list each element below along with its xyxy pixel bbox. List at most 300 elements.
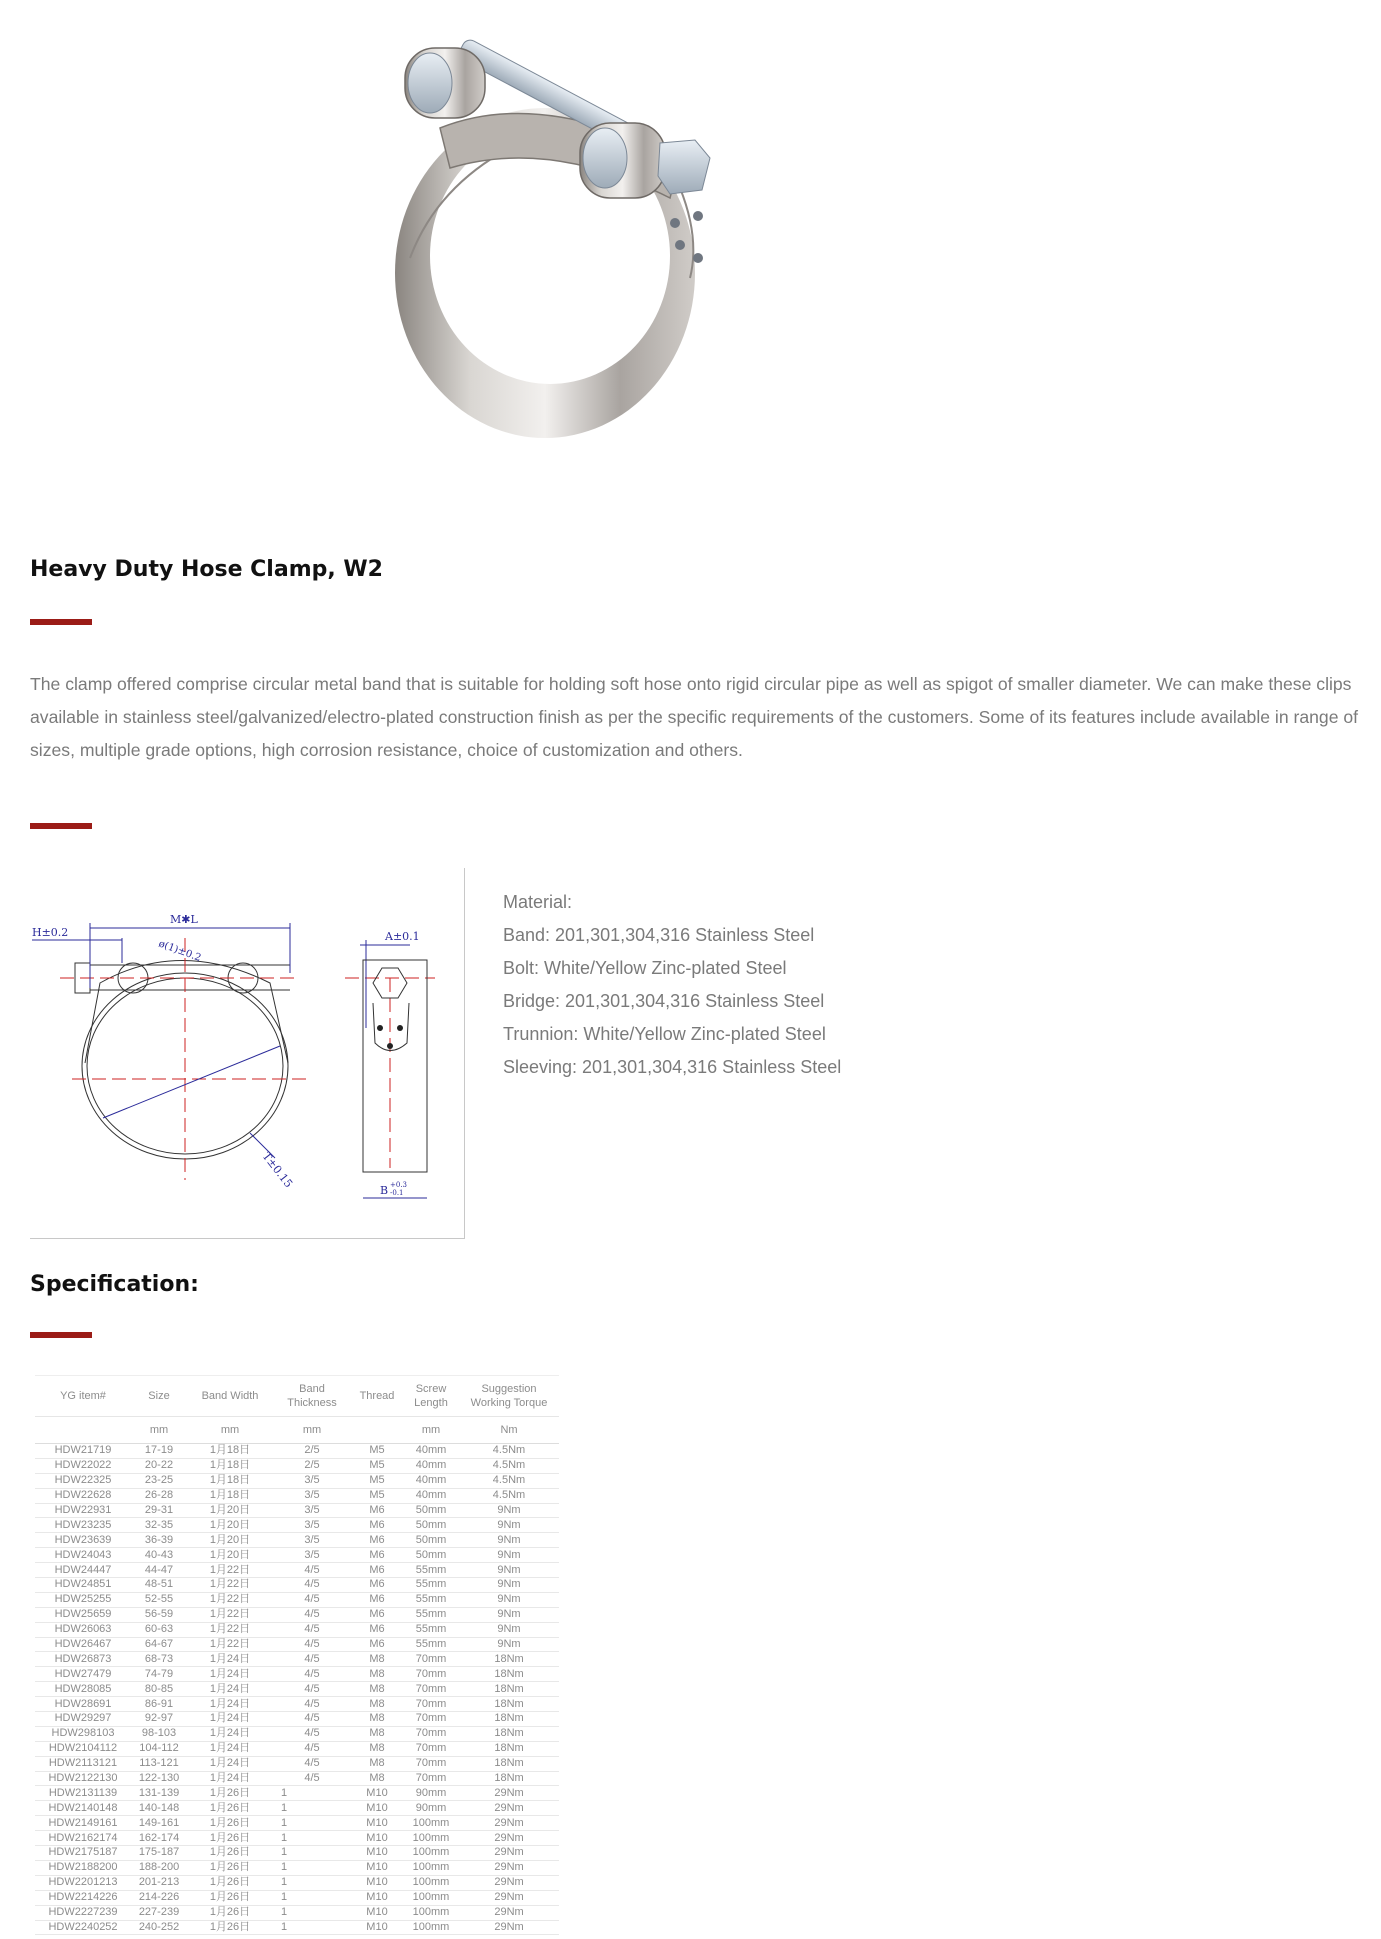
cell-band-thickness: 3/5 [273,1473,351,1488]
cell-size: 23-25 [131,1473,187,1488]
cell-screw-length: 70mm [403,1667,459,1682]
cell-item: HDW298103 [35,1726,131,1741]
cell-band-thickness: 2/5 [273,1444,351,1459]
cell-band-width: 1月26日 [187,1875,273,1890]
cell-torque: 9Nm [459,1518,559,1533]
cell-thread: M6 [351,1563,403,1578]
column-header-line: YG item# [60,1390,106,1402]
cell-item: HDW22931 [35,1503,131,1518]
cell-screw-length: 55mm [403,1607,459,1622]
dim-label-ml: M✱L [170,913,198,926]
cell-band-width: 1月22日 [187,1607,273,1622]
cell-band-thickness: 4/5 [273,1622,351,1637]
cell-screw-length: 55mm [403,1563,459,1578]
cell-band-width: 1月20日 [187,1548,273,1563]
table-row [35,1712,559,1727]
material-item-sleeving: Sleeving: 201,301,304,316 Stainless Steel [503,1057,842,1077]
cell-screw-length: 55mm [403,1637,459,1652]
dim-label-b-minus: -0.1 [390,1189,404,1197]
column-header-band-thickness [273,1376,351,1417]
cell-band-thickness: 3/5 [273,1548,351,1563]
cell-band-thickness: 1 [273,1875,351,1890]
cell-torque: 29Nm [459,1890,559,1905]
cell-item: HDW26467 [35,1637,131,1652]
cell-band-width: 1月22日 [187,1622,273,1637]
cell-screw-length: 90mm [403,1786,459,1801]
cell-band-width: 1月18日 [187,1444,273,1459]
cell-thread: M6 [351,1503,403,1518]
cell-torque: 9Nm [459,1592,559,1607]
column-header-band-width [187,1376,273,1417]
cell-band-width: 1月24日 [187,1697,273,1712]
dim-label-b: B [380,1184,389,1197]
cell-torque: 29Nm [459,1920,559,1935]
table-row [35,1875,559,1890]
cell-screw-length: 50mm [403,1503,459,1518]
cell-size: 92-97 [131,1712,187,1727]
cell-screw-length: 70mm [403,1726,459,1741]
cell-band-thickness: 1 [273,1920,351,1935]
cell-screw-length: 70mm [403,1652,459,1667]
cell-thread: M6 [351,1592,403,1607]
cell-band-width: 1月26日 [187,1801,273,1816]
unit-cell: mm [403,1417,459,1444]
column-header-line: Length [414,1397,448,1409]
cell-screw-length: 100mm [403,1875,459,1890]
cell-screw-length: 70mm [403,1756,459,1771]
cell-size: 40-43 [131,1548,187,1563]
cell-band-width: 1月26日 [187,1816,273,1831]
cell-torque: 29Nm [459,1860,559,1875]
cell-size: 26-28 [131,1488,187,1503]
cell-size: 214-226 [131,1890,187,1905]
unit-cell: mm [131,1417,187,1444]
section-accent-divider [30,823,92,829]
cell-torque: 9Nm [459,1563,559,1578]
column-header-torque [459,1376,559,1417]
cell-torque: 9Nm [459,1578,559,1593]
cell-item: HDW29297 [35,1712,131,1727]
cell-size: 175-187 [131,1846,187,1861]
product-photo [380,8,740,438]
cell-thread: M5 [351,1488,403,1503]
cell-item: HDW24043 [35,1548,131,1563]
cell-band-thickness: 2/5 [273,1458,351,1473]
cell-band-width: 1月24日 [187,1726,273,1741]
table-row [35,1503,559,1518]
cell-item: HDW24851 [35,1578,131,1593]
cell-item: HDW22022 [35,1458,131,1473]
cell-size: 86-91 [131,1697,187,1712]
cell-band-width: 1月26日 [187,1831,273,1846]
cell-thread: M8 [351,1756,403,1771]
cell-screw-length: 100mm [403,1816,459,1831]
unit-cell [351,1417,403,1444]
table-body [35,1417,559,1935]
cell-thread: M5 [351,1444,403,1459]
cell-item: HDW21719 [35,1444,131,1459]
cell-screw-length: 55mm [403,1592,459,1607]
cell-band-thickness: 1 [273,1816,351,1831]
cell-band-thickness: 4/5 [273,1682,351,1697]
material-item-bridge: Bridge: 201,301,304,316 Stainless Steel [503,991,825,1011]
cell-band-thickness: 4/5 [273,1637,351,1652]
cell-thread: M10 [351,1860,403,1875]
unit-cell [35,1417,131,1444]
table-row [35,1458,559,1473]
table-row [35,1786,559,1801]
column-header-line: Screw [415,1383,447,1395]
cell-torque: 4.5Nm [459,1488,559,1503]
cell-torque: 29Nm [459,1846,559,1861]
cell-thread: M5 [351,1473,403,1488]
product-title: Heavy Duty Hose Clamp, W2 [30,557,383,582]
cell-band-thickness: 4/5 [273,1563,351,1578]
dim-label-b-plus: +0.3 [390,1181,407,1189]
cell-band-thickness: 1 [273,1860,351,1875]
cell-band-thickness: 3/5 [273,1518,351,1533]
cell-band-width: 1月18日 [187,1488,273,1503]
table-row [35,1667,559,1682]
cell-size: 201-213 [131,1875,187,1890]
cell-screw-length: 55mm [403,1622,459,1637]
cell-item: HDW2113121 [35,1756,131,1771]
cell-screw-length: 70mm [403,1712,459,1727]
cell-size: 113-121 [131,1756,187,1771]
cell-screw-length: 50mm [403,1533,459,1548]
cell-band-thickness: 4/5 [273,1712,351,1727]
cell-size: 162-174 [131,1831,187,1846]
cell-band-thickness: 3/5 [273,1533,351,1548]
cell-size: 104-112 [131,1741,187,1756]
cell-item: HDW2104112 [35,1741,131,1756]
cell-item: HDW2149161 [35,1816,131,1831]
cell-band-thickness: 1 [273,1890,351,1905]
cell-torque: 18Nm [459,1652,559,1667]
cell-band-width: 1月22日 [187,1592,273,1607]
clamp-dimension-drawing [30,868,464,1238]
cell-item: HDW2140148 [35,1801,131,1816]
cell-torque: 9Nm [459,1548,559,1563]
cell-item: HDW25659 [35,1607,131,1622]
table-row [35,1444,559,1459]
column-header-line: Thickness [287,1397,337,1409]
cell-band-width: 1月18日 [187,1473,273,1488]
cell-band-width: 1月20日 [187,1518,273,1533]
cell-band-width: 1月24日 [187,1667,273,1682]
cell-torque: 18Nm [459,1771,559,1786]
cell-screw-length: 100mm [403,1905,459,1920]
cell-band-thickness: 4/5 [273,1771,351,1786]
table-row [35,1741,559,1756]
cell-thread: M10 [351,1786,403,1801]
cell-item: HDW2131139 [35,1786,131,1801]
cell-thread: M10 [351,1816,403,1831]
cell-torque: 4.5Nm [459,1444,559,1459]
cell-size: 68-73 [131,1652,187,1667]
cell-size: 149-161 [131,1816,187,1831]
cell-band-thickness: 1 [273,1831,351,1846]
column-header-item [35,1376,131,1417]
cell-screw-length: 50mm [403,1548,459,1563]
cell-thread: M8 [351,1726,403,1741]
dim-label-a: A±0.1 [385,930,420,943]
cell-thread: M8 [351,1652,403,1667]
cell-thread: M8 [351,1697,403,1712]
column-header-screw-length [403,1376,459,1417]
cell-screw-length: 50mm [403,1518,459,1533]
table-row [35,1637,559,1652]
cell-torque: 18Nm [459,1756,559,1771]
cell-torque: 29Nm [459,1875,559,1890]
column-header-size [131,1376,187,1417]
cell-thread: M6 [351,1607,403,1622]
table-row [35,1756,559,1771]
table-row [35,1488,559,1503]
cell-torque: 4.5Nm [459,1458,559,1473]
cell-band-width: 1月20日 [187,1503,273,1518]
cell-torque: 18Nm [459,1741,559,1756]
cell-screw-length: 40mm [403,1488,459,1503]
cell-band-thickness: 4/5 [273,1741,351,1756]
table-row [35,1563,559,1578]
cell-screw-length: 70mm [403,1771,459,1786]
table-row [35,1548,559,1563]
cell-item: HDW2175187 [35,1846,131,1861]
cell-band-width: 1月26日 [187,1905,273,1920]
cell-band-thickness: 4/5 [273,1607,351,1622]
table-row [35,1860,559,1875]
cell-band-width: 1月24日 [187,1652,273,1667]
cell-size: 80-85 [131,1682,187,1697]
specification-accent-divider [30,1332,92,1338]
cell-band-thickness: 4/5 [273,1578,351,1593]
cell-torque: 9Nm [459,1503,559,1518]
table-row [35,1533,559,1548]
cell-item: HDW2214226 [35,1890,131,1905]
cell-band-thickness: 1 [273,1801,351,1816]
dim-label-diameter: ø(1)±0.2 [156,938,203,965]
table-row [35,1771,559,1786]
cell-thread: M8 [351,1741,403,1756]
cell-item: HDW2240252 [35,1920,131,1935]
cell-band-width: 1月22日 [187,1578,273,1593]
cell-thread: M8 [351,1771,403,1786]
table-header-row [35,1376,559,1417]
unit-cell: mm [187,1417,273,1444]
column-header-line: Band Width [201,1390,259,1402]
cell-screw-length: 100mm [403,1831,459,1846]
cell-band-width: 1月20日 [187,1533,273,1548]
table-row [35,1622,559,1637]
cell-band-thickness: 3/5 [273,1503,351,1518]
column-header-line: Suggestion [481,1383,537,1395]
cell-torque: 29Nm [459,1816,559,1831]
cell-item: HDW2162174 [35,1831,131,1846]
table-row [35,1801,559,1816]
cell-torque: 9Nm [459,1622,559,1637]
cell-torque: 29Nm [459,1831,559,1846]
cell-item: HDW26873 [35,1652,131,1667]
unit-cell: Nm [459,1417,559,1444]
cell-size: 36-39 [131,1533,187,1548]
cell-torque: 9Nm [459,1637,559,1652]
cell-torque: 18Nm [459,1726,559,1741]
table-row [35,1816,559,1831]
cell-thread: M10 [351,1846,403,1861]
product-description: The clamp offered comprise circular metal band that is suitable for holding soft hose onto rigid circular pipe as well as spigot of smaller diameter. We can make these clips available in stainless steel/galvanized/electro-plated construction finish as per the specific requirements of the customers. Some of its features include available in range of sizes, multiple grade options, high corrosion resistance, choice of customization and others. [30,674,1359,760]
cell-thread: M6 [351,1578,403,1593]
cell-item: HDW26063 [35,1622,131,1637]
specification-table [35,1375,559,1935]
cell-screw-length: 100mm [403,1846,459,1861]
cell-size: 44-47 [131,1563,187,1578]
column-header-line: Size [148,1390,170,1402]
cell-band-width: 1月26日 [187,1860,273,1875]
cell-size: 17-19 [131,1444,187,1459]
cell-thread: M6 [351,1533,403,1548]
table-row [35,1726,559,1741]
cell-screw-length: 70mm [403,1682,459,1697]
cell-size: 131-139 [131,1786,187,1801]
cell-screw-length: 40mm [403,1458,459,1473]
cell-band-thickness: 4/5 [273,1652,351,1667]
cell-torque: 29Nm [459,1905,559,1920]
dim-label-t: T±0.15 [259,1149,296,1191]
table-row [35,1607,559,1622]
cell-screw-length: 40mm [403,1473,459,1488]
cell-item: HDW23235 [35,1518,131,1533]
cell-size: 227-239 [131,1905,187,1920]
table-row [35,1578,559,1593]
cell-screw-length: 40mm [403,1444,459,1459]
cell-band-width: 1月22日 [187,1563,273,1578]
cell-thread: M8 [351,1682,403,1697]
cell-thread: M10 [351,1875,403,1890]
dim-label-h: H±0.2 [32,926,69,939]
cell-band-thickness: 3/5 [273,1488,351,1503]
cell-thread: M10 [351,1890,403,1905]
cell-screw-length: 100mm [403,1920,459,1935]
table-row [35,1846,559,1861]
cell-item: HDW2188200 [35,1860,131,1875]
column-header-line: Band [299,1383,325,1395]
cell-thread: M6 [351,1548,403,1563]
cell-band-width: 1月24日 [187,1771,273,1786]
cell-torque: 18Nm [459,1697,559,1712]
cell-size: 48-51 [131,1578,187,1593]
cell-size: 122-130 [131,1771,187,1786]
cell-band-width: 1月22日 [187,1637,273,1652]
cell-item: HDW2122130 [35,1771,131,1786]
table-row [35,1831,559,1846]
cell-band-thickness: 4/5 [273,1592,351,1607]
cell-band-thickness: 4/5 [273,1726,351,1741]
materials-heading: Material: [503,892,573,912]
technical-drawing [30,868,465,1239]
cell-size: 60-63 [131,1622,187,1637]
table-row [35,1473,559,1488]
cell-size: 98-103 [131,1726,187,1741]
cell-thread: M8 [351,1712,403,1727]
units-row [35,1417,559,1444]
specification-heading: Specification: [30,1272,199,1297]
cell-item: HDW28085 [35,1682,131,1697]
cell-band-width: 1月26日 [187,1890,273,1905]
cell-size: 20-22 [131,1458,187,1473]
cell-size: 52-55 [131,1592,187,1607]
material-item-band: Band: 201,301,304,316 Stainless Steel [503,925,815,945]
cell-band-thickness: 4/5 [273,1697,351,1712]
cell-band-width: 1月26日 [187,1920,273,1935]
cell-screw-length: 100mm [403,1890,459,1905]
cell-band-width: 1月24日 [187,1682,273,1697]
cell-screw-length: 90mm [403,1801,459,1816]
cell-torque: 18Nm [459,1682,559,1697]
column-header-thread [351,1376,403,1417]
table-row [35,1682,559,1697]
cell-thread: M10 [351,1905,403,1920]
cell-torque: 4.5Nm [459,1473,559,1488]
cell-torque: 29Nm [459,1801,559,1816]
cell-band-width: 1月24日 [187,1756,273,1771]
cell-band-thickness: 1 [273,1905,351,1920]
table-row [35,1920,559,1935]
cell-thread: M10 [351,1831,403,1846]
cell-torque: 29Nm [459,1786,559,1801]
cell-size: 74-79 [131,1667,187,1682]
table-row [35,1905,559,1920]
table-row [35,1652,559,1667]
cell-item: HDW22325 [35,1473,131,1488]
cell-size: 56-59 [131,1607,187,1622]
cell-band-thickness: 1 [273,1846,351,1861]
table-row [35,1518,559,1533]
cell-thread: M6 [351,1518,403,1533]
cell-band-width: 1月18日 [187,1458,273,1473]
cell-item: HDW22628 [35,1488,131,1503]
cell-thread: M8 [351,1667,403,1682]
cell-thread: M6 [351,1637,403,1652]
cell-band-width: 1月24日 [187,1741,273,1756]
cell-item: HDW2227239 [35,1905,131,1920]
cell-torque: 9Nm [459,1533,559,1548]
material-item-trunnion: Trunnion: White/Yellow Zinc-plated Steel [503,1024,826,1044]
cell-item: HDW2201213 [35,1875,131,1890]
column-header-line: Thread [359,1390,395,1402]
cell-band-width: 1月24日 [187,1712,273,1727]
cell-thread: M10 [351,1801,403,1816]
cell-size: 240-252 [131,1920,187,1935]
cell-size: 32-35 [131,1518,187,1533]
cell-thread: M6 [351,1622,403,1637]
cell-size: 29-31 [131,1503,187,1518]
table-row [35,1697,559,1712]
cell-size: 64-67 [131,1637,187,1652]
unit-cell: mm [273,1417,351,1444]
hose-clamp-image [380,8,740,438]
table-row [35,1890,559,1905]
cell-torque: 18Nm [459,1712,559,1727]
cell-torque: 18Nm [459,1667,559,1682]
cell-item: HDW25255 [35,1592,131,1607]
table-row [35,1592,559,1607]
cell-size: 140-148 [131,1801,187,1816]
cell-item: HDW24447 [35,1563,131,1578]
cell-item: HDW23639 [35,1533,131,1548]
cell-band-width: 1月26日 [187,1846,273,1861]
cell-screw-length: 100mm [403,1860,459,1875]
